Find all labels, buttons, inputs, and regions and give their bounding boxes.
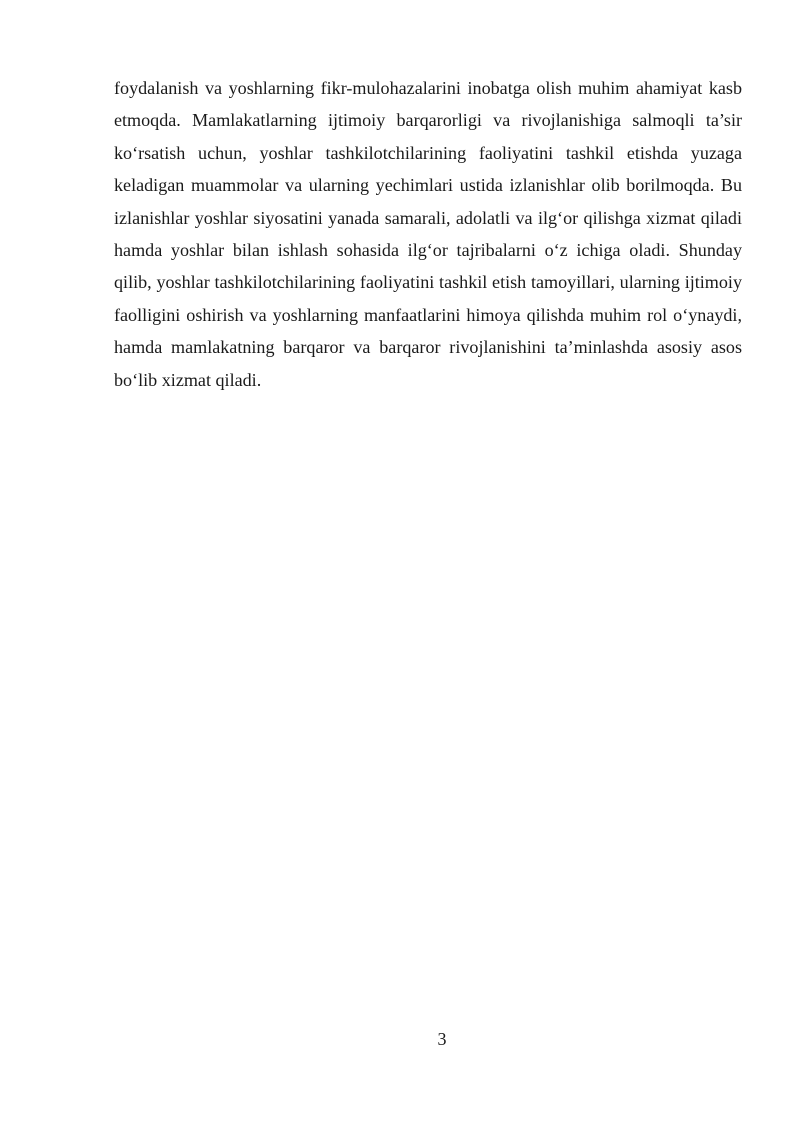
body-paragraph: foydalanish va yoshlarning fikr-mulohazalarini inobatga olish muhim ahamiyat kasb etmoqda. Mamlakatlarning ijtimoiy barqarorligi va rivojlanishiga salmoqli ta’sir ko‘rsatish uchun, yoshlar tashkilotchilarining faoliyatini tashkil etishda yuzaga keladigan muammolar va ularning yechimlari ustida izlanishlar olib borilmoqda. Bu izlanishlar yoshlar siyosatini yanada samarali, adolatli va ilg‘or qilishga xizmat qiladi hamda yoshlar bilan ishlash sohasida ilg‘or tajribalarni o‘z ichiga oladi. Shunday qilib, yoshlar tashkilotchilarining faoliyatini tashkil etish tamoyillari, ularning ijtimoiy faolligini oshirish va yoshlarning manfaatlarini himoya qilishda muhim rol o‘ynaydi, hamda mamlakatning barqaror va barqaror rivojlanishini ta’minlashda asosiy asos bo‘lib xizmat qiladi. xyxy=(114,78,742,390)
page-number: 3 xyxy=(437,1029,447,1049)
